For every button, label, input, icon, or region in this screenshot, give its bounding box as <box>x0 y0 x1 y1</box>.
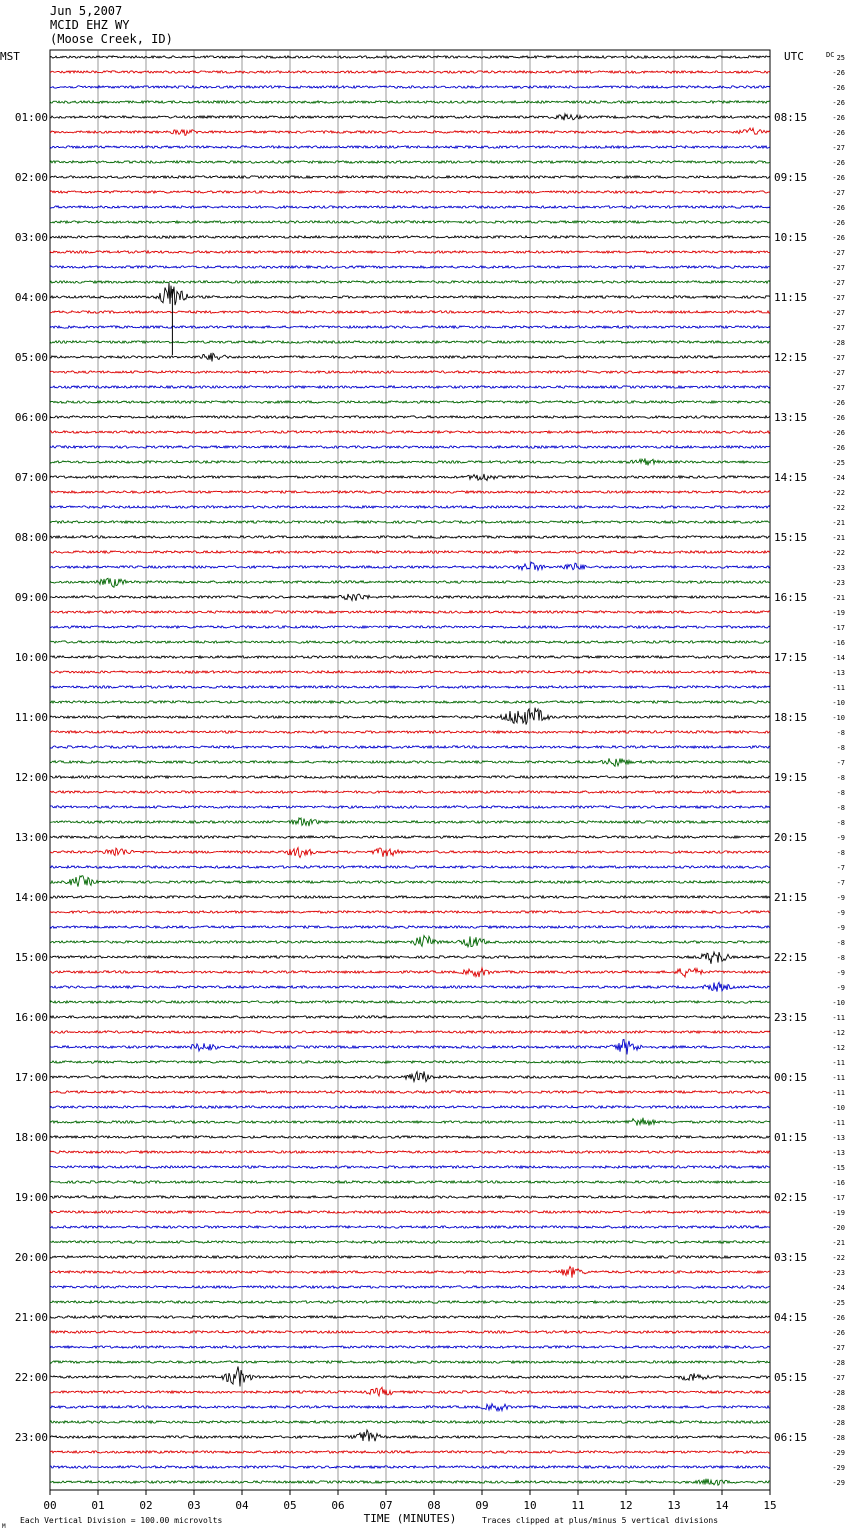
dc-offset-label: -28 <box>832 339 845 347</box>
hour-label-left: 21:00 <box>14 1311 48 1324</box>
dc-offset-label: -26 <box>832 174 845 182</box>
trace-48 <box>50 776 770 778</box>
dc-offset-label: -21 <box>832 519 845 527</box>
trace-23 <box>50 401 770 403</box>
dc-offset-label: -9 <box>836 894 845 902</box>
trace-7 <box>50 161 770 163</box>
dc-offset-label: -28 <box>832 1404 845 1412</box>
trace-51 <box>50 818 770 826</box>
trace-28 <box>50 474 770 481</box>
dc-offset-label: -27 <box>832 309 845 317</box>
hour-label-right: 05:15 <box>774 1371 808 1384</box>
corner-mark: M <box>2 1523 6 1530</box>
dc-offset-label: -20 <box>832 1224 845 1232</box>
dc-offset-label: -25 <box>832 459 845 467</box>
trace-4 <box>50 114 770 120</box>
dc-offset-label: -10 <box>832 999 845 1007</box>
dc-offset-label: -17 <box>832 1194 845 1202</box>
trace-26 <box>50 446 770 448</box>
hour-label-left: 11:00 <box>14 711 48 724</box>
plot-frame <box>50 50 770 1490</box>
trace-17 <box>50 311 770 313</box>
trace-80 <box>50 1256 770 1258</box>
trace-67 <box>50 1061 770 1063</box>
hour-label-right: 17:15 <box>774 651 808 664</box>
trace-42 <box>50 686 770 688</box>
dc-offset-label: -23 <box>832 579 845 587</box>
x-tick-label: 09 <box>475 1499 489 1512</box>
hour-label-left: 19:00 <box>14 1191 48 1204</box>
trace-14 <box>50 266 770 268</box>
trace-19 <box>50 341 770 343</box>
hour-label-right: 06:15 <box>774 1431 808 1444</box>
trace-78 <box>50 1226 770 1228</box>
dc-offset-label: -21 <box>832 1239 845 1247</box>
dc-offset-label: -11 <box>832 1074 845 1082</box>
dc-offset-label: -26 <box>832 99 845 107</box>
dc-offset-label: -7 <box>836 759 845 767</box>
trace-82 <box>50 1286 770 1288</box>
trace-68 <box>50 1071 770 1081</box>
trace-59 <box>50 936 770 947</box>
dc-offset-label: -10 <box>832 699 845 707</box>
dc-offset-label: -28 <box>832 1434 845 1442</box>
hour-label-right: 12:15 <box>774 351 808 364</box>
trace-40 <box>50 656 770 658</box>
trace-66 <box>50 1039 770 1054</box>
trace-65 <box>50 1031 770 1033</box>
dc-offset-label: -27 <box>832 144 845 152</box>
dc-offset-label: -26 <box>832 429 845 437</box>
dc-offset-label: -8 <box>836 849 845 857</box>
trace-13 <box>50 251 770 253</box>
trace-45 <box>50 731 770 733</box>
station-location: (Moose Creek, ID) <box>50 32 173 46</box>
hour-label-left: 01:00 <box>14 111 48 124</box>
trace-56 <box>50 896 770 898</box>
dc-offset-label: -27 <box>832 1374 845 1382</box>
trace-6 <box>50 146 770 148</box>
dc-offset-label: -27 <box>832 264 845 272</box>
dc-offset-label: -16 <box>832 1179 845 1187</box>
x-tick-label: 13 <box>667 1499 681 1512</box>
hour-label-left: 10:00 <box>14 651 48 664</box>
dc-offset-label: -27 <box>832 279 845 287</box>
hour-label-left: 12:00 <box>14 771 48 784</box>
trace-30 <box>50 506 770 508</box>
hour-label-right: 10:15 <box>774 231 808 244</box>
x-tick-label: 02 <box>139 1499 153 1512</box>
trace-36 <box>50 594 770 601</box>
hour-label-left: 16:00 <box>14 1011 48 1024</box>
trace-57 <box>50 911 770 913</box>
trace-63 <box>50 1001 770 1003</box>
dc-offset-label: -26 <box>832 114 845 122</box>
dc-offset-label: -11 <box>832 1119 845 1127</box>
hour-label-left: 13:00 <box>14 831 48 844</box>
dc-offset-label: -25 <box>832 1299 845 1307</box>
x-tick-label: 06 <box>331 1499 345 1512</box>
x-tick-label: 04 <box>235 1499 249 1512</box>
dc-offset-label: -26 <box>832 84 845 92</box>
trace-53 <box>50 848 770 858</box>
trace-33 <box>50 551 770 553</box>
dc-offset-label: -22 <box>832 1254 845 1262</box>
dc-offset-label: -29 <box>832 1479 845 1487</box>
dc-offset-label: -21 <box>832 534 845 542</box>
trace-75 <box>50 1181 770 1183</box>
trace-85 <box>50 1331 770 1333</box>
dc-offset-label: -26 <box>832 159 845 167</box>
trace-84 <box>50 1316 770 1318</box>
dc-offset-label: -27 <box>832 384 845 392</box>
trace-81 <box>50 1267 770 1278</box>
hour-label-right: 16:15 <box>774 591 808 604</box>
dc-offset-label: -15 <box>832 1164 845 1172</box>
dc-offset-label: -27 <box>832 294 845 302</box>
dc-offset-label: -11 <box>832 1059 845 1067</box>
hour-label-right: 02:15 <box>774 1191 808 1204</box>
trace-70 <box>50 1106 770 1108</box>
trace-93 <box>50 1451 770 1453</box>
dc-offset-label: -10 <box>832 714 845 722</box>
trace-22 <box>50 386 770 388</box>
hour-label-left: 08:00 <box>14 531 48 544</box>
dc-offset-label: -24 <box>832 474 845 482</box>
x-tick-label: 05 <box>283 1499 297 1512</box>
trace-87 <box>50 1361 770 1363</box>
x-tick-label: 07 <box>379 1499 393 1512</box>
hour-label-right: 19:15 <box>774 771 808 784</box>
hour-label-right: 01:15 <box>774 1131 808 1144</box>
trace-64 <box>50 1016 770 1018</box>
trace-16 <box>50 283 770 305</box>
hour-label-left: 14:00 <box>14 891 48 904</box>
trace-8 <box>50 176 770 178</box>
x-tick-label: 12 <box>619 1499 633 1512</box>
hour-label-right: 09:15 <box>774 171 808 184</box>
dc-offset-label: -11 <box>832 1014 845 1022</box>
x-tick-label: 03 <box>187 1499 201 1512</box>
trace-24 <box>50 416 770 418</box>
dc-offset-label: -27 <box>832 249 845 257</box>
trace-35 <box>50 578 770 587</box>
dc-offset-label: -14 <box>832 654 845 662</box>
trace-15 <box>50 281 770 283</box>
trace-2 <box>50 86 770 88</box>
x-tick-label: 14 <box>715 1499 729 1512</box>
trace-1 <box>50 71 770 73</box>
dc-offset-label: -9 <box>836 984 845 992</box>
dc-offset-label: -27 <box>832 189 845 197</box>
trace-74 <box>50 1166 770 1168</box>
dc-offset-label: -27 <box>832 324 845 332</box>
x-tick-label: 10 <box>523 1499 537 1512</box>
trace-79 <box>50 1241 770 1243</box>
clip-note: Traces clipped at plus/minus 5 vertical divisions <box>482 1516 719 1525</box>
dc-offset-label: -8 <box>836 939 845 947</box>
dc-offset-label: -11 <box>832 1089 845 1097</box>
trace-50 <box>50 806 770 808</box>
trace-69 <box>50 1091 770 1093</box>
trace-12 <box>50 236 770 238</box>
x-tick-label: 15 <box>763 1499 777 1512</box>
dc-offset-label: -26 <box>832 444 845 452</box>
trace-21 <box>50 371 770 373</box>
trace-49 <box>50 791 770 793</box>
dc-offset-label: -26 <box>832 204 845 212</box>
trace-group <box>50 56 770 1485</box>
trace-92 <box>50 1430 770 1441</box>
dc-offset-label: -26 <box>832 1329 845 1337</box>
hour-label-right: 14:15 <box>774 471 808 484</box>
hour-label-right: 00:15 <box>774 1071 808 1084</box>
trace-39 <box>50 641 770 643</box>
trace-72 <box>50 1136 770 1138</box>
hour-label-right: 15:15 <box>774 531 808 544</box>
dc-offset-label: -27 <box>832 369 845 377</box>
dc-offset-label: -27 <box>832 1344 845 1352</box>
dc-offset-label: -10 <box>832 1104 845 1112</box>
hour-label-left: 22:00 <box>14 1371 48 1384</box>
dc-offset-label: -8 <box>836 954 845 962</box>
trace-37 <box>50 611 770 613</box>
hour-label-left: 23:00 <box>14 1431 48 1444</box>
dc-offset-label: -19 <box>832 1209 845 1217</box>
trace-47 <box>50 758 770 766</box>
dc-offset-label: -13 <box>832 1149 845 1157</box>
hour-label-left: 05:00 <box>14 351 48 364</box>
dc-offset-label: -12 <box>832 1029 845 1037</box>
hour-label-left: 15:00 <box>14 951 48 964</box>
dc-offset-label: -13 <box>832 669 845 677</box>
hour-label-left: 06:00 <box>14 411 48 424</box>
trace-0 <box>50 56 770 58</box>
trace-86 <box>50 1346 770 1348</box>
trace-71 <box>50 1118 770 1126</box>
trace-18 <box>50 326 770 328</box>
dc-offset-label: -28 <box>832 1419 845 1427</box>
dc-offset-label: -29 <box>832 1464 845 1472</box>
hour-label-right: 23:15 <box>774 1011 808 1024</box>
dc-offset-label: -8 <box>836 789 845 797</box>
x-tick-label: 01 <box>91 1499 105 1512</box>
dc-offset-label: -27 <box>832 354 845 362</box>
hour-label-right: 04:15 <box>774 1311 808 1324</box>
hour-label-left: 02:00 <box>14 171 48 184</box>
trace-89 <box>50 1387 770 1396</box>
dc-offset-label: -16 <box>832 639 845 647</box>
hour-label-right: 20:15 <box>774 831 808 844</box>
trace-29 <box>50 491 770 493</box>
dc-offset-label: -7 <box>836 879 845 887</box>
dc-offset-label: -23 <box>832 564 845 572</box>
dc-offset-label: -26 <box>832 219 845 227</box>
dc-offset-label: -26 <box>832 399 845 407</box>
dc-offset-label: -8 <box>836 804 845 812</box>
dc-offset-label: -21 <box>832 594 845 602</box>
dc-offset-label: -26 <box>832 414 845 422</box>
trace-32 <box>50 536 770 538</box>
dc-offset-label: -8 <box>836 729 845 737</box>
dc-offset-label: -8 <box>836 819 845 827</box>
dc-offset-label: -22 <box>832 504 845 512</box>
trace-5 <box>50 128 770 135</box>
scale-note: Each Vertical Division = 100.00 microvolts <box>20 1516 223 1525</box>
trace-90 <box>50 1404 770 1411</box>
dc-offset-label: -24 <box>832 1284 845 1292</box>
dc-offset-label: -9 <box>836 834 845 842</box>
dc-label: DC <box>826 51 835 59</box>
label-group <box>0 50 845 1530</box>
dc-offset-label: -23 <box>832 1269 845 1277</box>
dc-offset-label: -8 <box>836 744 845 752</box>
station-code: MCID EHZ WY <box>50 18 130 32</box>
dc-offset-label: -7 <box>836 864 845 872</box>
dc-offset-label: -13 <box>832 1134 845 1142</box>
dc-offset-label: -22 <box>832 549 845 557</box>
right-timezone-label: UTC <box>784 50 804 63</box>
dc-offset-label: 25 <box>836 54 845 62</box>
hour-label-left: 03:00 <box>14 231 48 244</box>
hour-label-right: 08:15 <box>774 111 808 124</box>
trace-25 <box>50 431 770 433</box>
dc-offset-label: -9 <box>836 924 845 932</box>
x-tick-label: 00 <box>43 1499 57 1512</box>
trace-94 <box>50 1466 770 1468</box>
dc-offset-label: -11 <box>832 684 845 692</box>
dc-offset-label: -9 <box>836 909 845 917</box>
left-timezone-label: MST <box>0 50 20 63</box>
dc-offset-label: -8 <box>836 774 845 782</box>
hour-label-right: 11:15 <box>774 291 808 304</box>
hour-label-left: 20:00 <box>14 1251 48 1264</box>
trace-10 <box>50 206 770 208</box>
dc-offset-label: -9 <box>836 969 845 977</box>
hour-label-right: 21:15 <box>774 891 808 904</box>
hour-label-left: 17:00 <box>14 1071 48 1084</box>
trace-38 <box>50 626 770 628</box>
hour-label-right: 03:15 <box>774 1251 808 1264</box>
trace-83 <box>50 1301 770 1303</box>
dc-offset-label: -19 <box>832 609 845 617</box>
trace-3 <box>50 101 770 103</box>
trace-54 <box>50 866 770 868</box>
x-tick-label: 11 <box>571 1499 585 1512</box>
hour-label-right: 22:15 <box>774 951 808 964</box>
dc-offset-label: -28 <box>832 1359 845 1367</box>
dc-offset-label: -12 <box>832 1044 845 1052</box>
trace-41 <box>50 671 770 673</box>
trace-88 <box>50 1367 770 1387</box>
hour-label-right: 13:15 <box>774 411 808 424</box>
chart-date: Jun 5,2007 <box>50 4 123 18</box>
trace-62 <box>50 982 770 991</box>
x-axis-label: TIME (MINUTES) <box>363 1512 457 1525</box>
trace-52 <box>50 836 770 838</box>
trace-95 <box>50 1479 770 1486</box>
trace-58 <box>50 926 770 928</box>
hour-label-left: 04:00 <box>14 291 48 304</box>
trace-20 <box>50 353 770 362</box>
trace-46 <box>50 746 770 748</box>
hour-label-left: 18:00 <box>14 1131 48 1144</box>
trace-73 <box>50 1151 770 1153</box>
dc-offset-label: -26 <box>832 1314 845 1322</box>
dc-offset-label: -22 <box>832 489 845 497</box>
dc-offset-label: -26 <box>832 129 845 137</box>
dc-offset-label: -28 <box>832 1389 845 1397</box>
trace-55 <box>50 876 770 887</box>
trace-31 <box>50 521 770 523</box>
trace-43 <box>50 701 770 703</box>
trace-34 <box>50 562 770 570</box>
hour-label-right: 18:15 <box>774 711 808 724</box>
trace-27 <box>50 458 770 465</box>
trace-11 <box>50 221 770 223</box>
trace-61 <box>50 968 770 977</box>
x-tick-label: 08 <box>427 1499 441 1512</box>
dc-offset-label: -26 <box>832 234 845 242</box>
trace-77 <box>50 1211 770 1213</box>
dc-offset-label: -26 <box>832 69 845 77</box>
dc-offset-label: -29 <box>832 1449 845 1457</box>
trace-76 <box>50 1196 770 1198</box>
trace-9 <box>50 191 770 193</box>
trace-91 <box>50 1421 770 1423</box>
trace-60 <box>50 952 770 964</box>
hour-label-left: 07:00 <box>14 471 48 484</box>
dc-offset-label: -17 <box>832 624 845 632</box>
trace-44 <box>50 708 770 725</box>
hour-label-left: 09:00 <box>14 591 48 604</box>
